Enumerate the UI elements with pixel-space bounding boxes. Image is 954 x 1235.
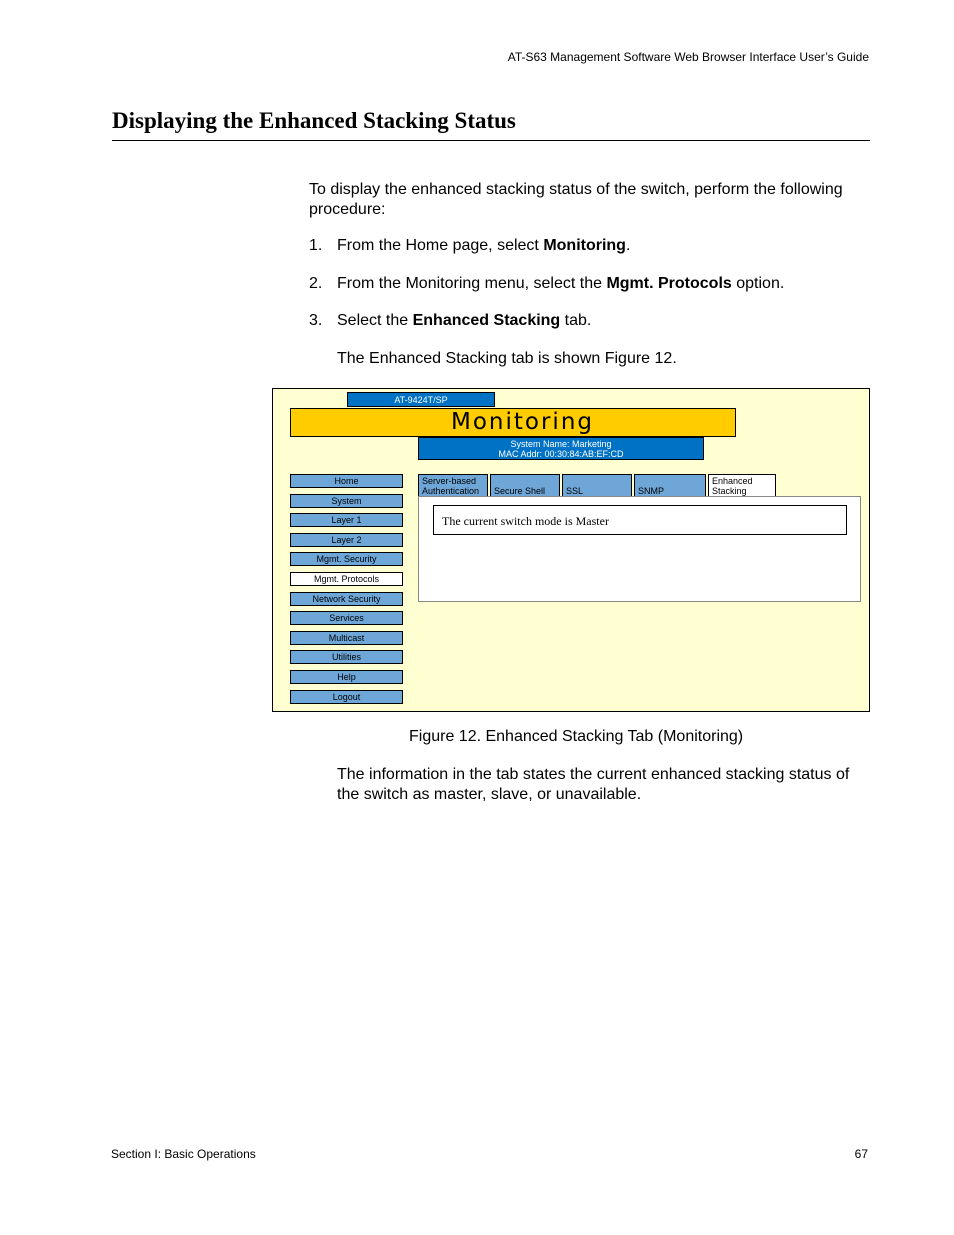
step-number: 2. bbox=[309, 275, 323, 292]
step-number: 3. bbox=[309, 312, 323, 329]
title-rule bbox=[112, 140, 870, 141]
monitoring-banner bbox=[290, 408, 736, 437]
status-message: The current switch mode is Master bbox=[433, 505, 847, 535]
step-text: From the Home page, select Monitoring. bbox=[337, 237, 631, 254]
nav-item-layer-2[interactable]: Layer 2 bbox=[290, 533, 403, 547]
device-model-bar: AT-9424T/SP bbox=[347, 392, 495, 407]
intro-paragraph: To display the enhanced stacking status of the switch, perform the following procedure: bbox=[309, 181, 843, 218]
nav-item-services[interactable]: Services bbox=[290, 611, 403, 625]
page-number: 67 bbox=[854, 1147, 868, 1161]
figure-screenshot bbox=[272, 388, 870, 712]
nav-item-utilities[interactable]: Utilities bbox=[290, 650, 403, 664]
step-text: From the Monitoring menu, select the Mgmt. Protocols option. bbox=[337, 275, 785, 292]
figure-caption: Figure 12. Enhanced Stacking Tab (Monitoring) bbox=[409, 728, 744, 745]
nav-item-mgmt-security[interactable]: Mgmt. Security bbox=[290, 552, 403, 566]
step-text: Select the Enhanced Stacking tab. bbox=[337, 312, 592, 329]
tab-server-based-authentication[interactable]: Server-based Authentication bbox=[418, 474, 488, 497]
page-title: Displaying the Enhanced Stacking Status bbox=[112, 108, 516, 133]
tab-secure-shell[interactable]: Secure Shell bbox=[490, 474, 560, 497]
system-name: System Name: Marketing bbox=[510, 439, 612, 449]
banner-title: Monitoring bbox=[451, 409, 594, 435]
nav-item-network-security[interactable]: Network Security bbox=[290, 592, 403, 606]
closing-paragraph: The information in the tab states the current enhanced stacking status of the switch as master, slave, or unavailable. bbox=[337, 766, 850, 803]
tab-snmp[interactable]: SNMP bbox=[634, 474, 706, 497]
nav-item-logout[interactable]: Logout bbox=[290, 690, 403, 704]
nav-item-multicast[interactable]: Multicast bbox=[290, 631, 403, 645]
nav-item-home[interactable]: Home bbox=[290, 474, 403, 488]
nav-item-system[interactable]: System bbox=[290, 494, 403, 508]
nav-item-mgmt-protocols[interactable]: Mgmt. Protocols bbox=[290, 572, 403, 586]
step-note: The Enhanced Stacking tab is shown Figure 12. bbox=[337, 350, 677, 367]
tab-panel bbox=[418, 496, 861, 602]
tab-enhanced-stacking[interactable]: Enhanced Stacking bbox=[708, 474, 776, 498]
nav-item-layer-1[interactable]: Layer 1 bbox=[290, 513, 403, 527]
system-info-bar bbox=[418, 437, 704, 460]
nav-menu bbox=[290, 474, 403, 709]
mac-address: MAC Addr: 00:30:84:AB:EF:CD bbox=[498, 449, 624, 459]
nav-item-help[interactable]: Help bbox=[290, 670, 403, 684]
tab-ssl[interactable]: SSL bbox=[562, 474, 632, 497]
running-header: AT-S63 Management Software Web Browser Interface User’s Guide bbox=[507, 50, 869, 64]
footer-section: Section I: Basic Operations bbox=[111, 1147, 256, 1161]
step-number: 1. bbox=[309, 237, 323, 254]
